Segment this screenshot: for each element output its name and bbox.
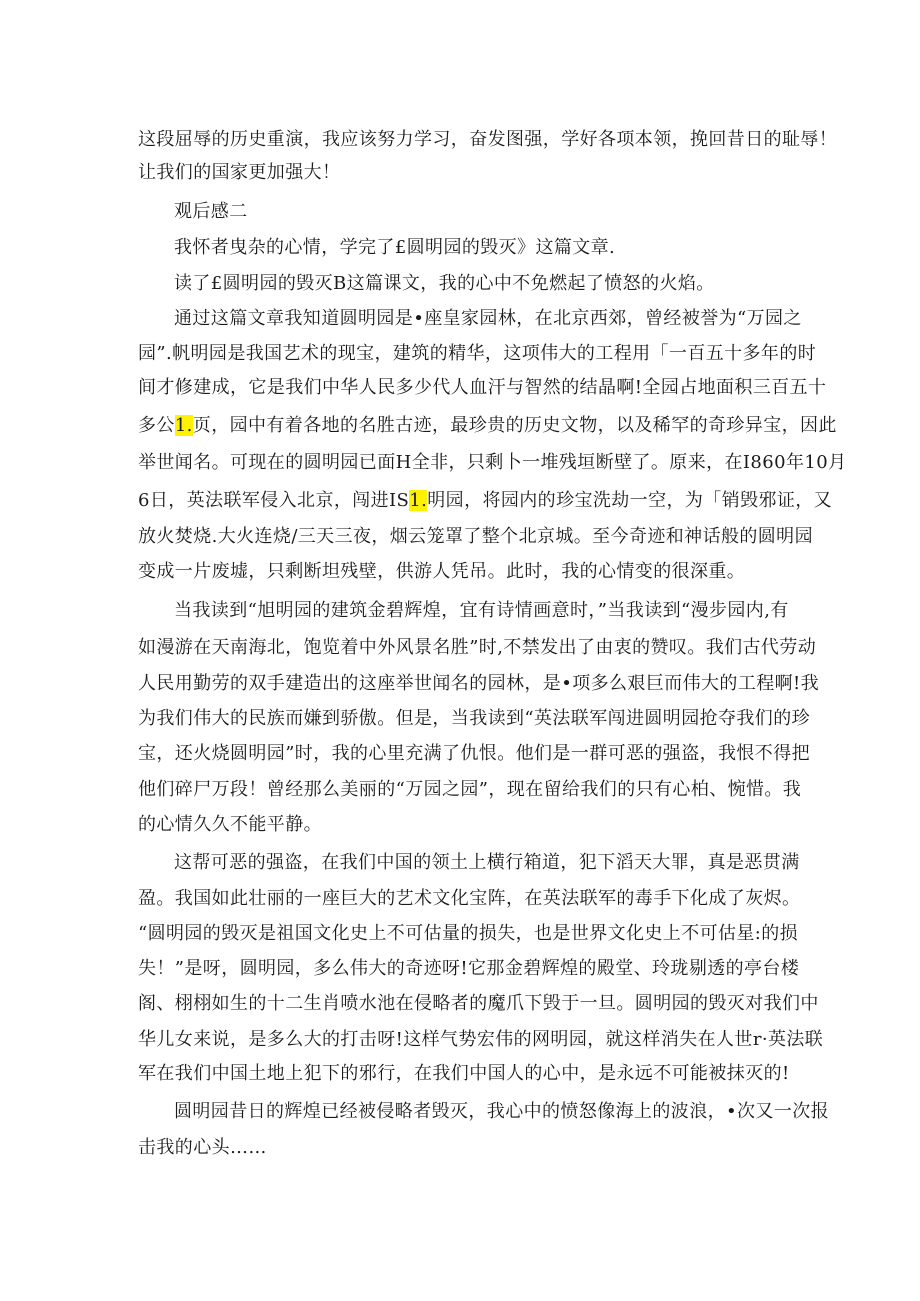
paragraph-line: 当我读到“旭明园的建筑金碧辉煌，宜有诗情画意时，”当我读到“漫步园内,有 [174, 600, 789, 621]
paragraph-line-highlighted: 6日，英法联军侵入北京，闯进IS1.明园，将园内的珍宝洗劫一空，为「销毁邪证，又 [138, 490, 833, 511]
paragraph-line: 宝，还火烧圆明园”时，我的心里充满了仇恨。他们是一群可恶的强盗，我恨不得把 [138, 743, 810, 764]
paragraph-line: 举世闻名。可现在的圆明园已面H全非，只剩卜一堆残垣断壁了。原来，在I860年10月 [138, 452, 847, 473]
paragraph-line: 园”.帆明园是我国艺术的现宝，建筑的精华，这项伟大的工程用「一百五十多年的时 [138, 343, 817, 364]
paragraph-line-highlighted: 多公1.页，园中有着各地的名胜古迹，最珍贵的历史文物，以及稀罕的奇珍异宝，因此 [138, 415, 837, 436]
highlight-mark: 1. [174, 415, 193, 436]
paragraph-line: 盈。我国如此壮丽的一座巨大的艺术文化宝阵，在英法联军的毒手下化成了灰烬。 [138, 888, 801, 909]
paragraph-line: 这帮可恶的强盗，在我们中国的领土上横行箱道，犯下滔天大罪，真是恶贯满 [174, 852, 800, 873]
paragraph-line: 间才修建成，它是我们中华人民多少代人血汗与智然的结晶啊!全园占地面积三百五十 [138, 377, 827, 398]
paragraph-line: 通过这篇文章我知道圆明园是•座皇家园林，在北京西郊，曾经被誉为“万园之 [174, 308, 802, 329]
paragraph-line: 为我们伟大的民族而嫌到骄傲。但是，当我读到“英法联军闯进圆明园抢夺我们的珍 [138, 708, 810, 729]
paragraph-line: 击我的心头…… [138, 1137, 267, 1158]
paragraph-line: 人民用勤劳的双手建造出的这座举世闻名的园林，是•项多么艰巨而伟大的工程啊!我 [138, 673, 820, 694]
paragraph-line: 这段屈辱的历史重演，我应该努力学习，奋发图强，学好各项本领，挽回昔日的耻辱！ [138, 129, 838, 150]
paragraph-line: 我怀者曳杂的心情，学完了£圆明园的毁灭》这篇文章. [174, 237, 616, 258]
paragraph-line: 放火焚烧.大火连烧/三天三夜，烟云笼罩了整个北京城。至今奇迹和神话般的圆明园 [138, 526, 813, 547]
paragraph-line: 军在我们中国土地上犯下的邪行，在我们中国人的心中，是永远不可能被抹灭的! [138, 1063, 790, 1084]
paragraph-line: “圆明园的毁灭是祖国文化史上不可估量的损失，也是世界文化史上不可估星:的损 [138, 923, 799, 944]
section-heading: 观后感二 [174, 201, 248, 222]
highlight-mark: 1. [409, 490, 428, 511]
paragraph-line: 他们碎尸万段！曾经那么美丽的“万园之园”，现在留给我们的只有心柏、惋惜。我 [138, 779, 802, 800]
paragraph-line: 失！”是呀，圆明园，多么伟大的奇迹呀!它那金碧辉煌的殿堂、玲珑剔透的亭台楼 [138, 958, 800, 979]
paragraph-line: 读了£圆明园的毁灭B这篇课文，我的心中不免燃起了愤怒的火焰。 [174, 273, 715, 294]
paragraph-line: 变成一片废墟，只剩断坦残壁，供游人凭吊。此时，我的心情变的很深重。 [138, 561, 746, 582]
paragraph-line: 的心情久久不能平静。 [138, 814, 322, 835]
paragraph-line: 阁、栩栩如生的十二生肖喷水池在侵略者的魔爪下毁于一旦。圆明园的毁灭对我们中 [138, 993, 819, 1014]
paragraph-line: 如漫游在天南海北，饱览着中外风景名胜”时,不禁发出了由衷的赞叹。我们古代劳动 [138, 637, 817, 658]
paragraph-line: 圆明园昔日的辉煌已经被侵略者毁灭，我心中的愤怒像海上的波浪，•次又一次报 [174, 1101, 830, 1122]
paragraph-line: 华儿女来说，是多么大的打击呀!这样气势宏伟的网明园，就这样消失在人世r·英法联 [138, 1029, 824, 1050]
paragraph-line: 让我们的国家更加强大！ [138, 162, 341, 183]
